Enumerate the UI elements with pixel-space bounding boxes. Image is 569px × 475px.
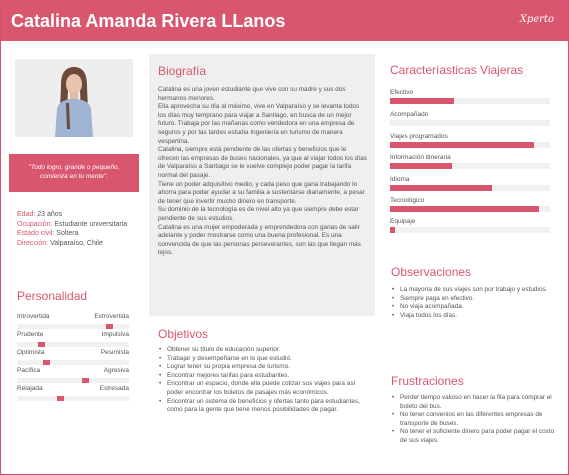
info-value: Soltera <box>54 230 79 237</box>
characteristic-label: Idioma <box>390 176 410 183</box>
characteristic-row <box>390 89 550 98</box>
trait-track <box>17 396 129 401</box>
quote-box <box>9 154 139 192</box>
objectives-title: Objetivos <box>158 327 209 341</box>
trait-knob <box>106 324 113 329</box>
info-label: Estado civil: <box>17 230 55 237</box>
characteristic-track <box>390 206 550 212</box>
biography-paragraph: Tiene un poder adquisitivo medio, y cada peso que gana trabajando lo ahorra para poder ayudar a su familia a sustentarse diariamente, a pesar de tener que invertir mucho dinero en transporte. <box>158 180 365 205</box>
trait-left-label: Prudente <box>17 331 44 338</box>
biography-title: Biografía <box>158 64 207 78</box>
observations-title: Observaciones <box>391 265 472 279</box>
persona-info <box>17 210 137 248</box>
characteristic-fill <box>390 227 395 233</box>
characteristic-fill <box>390 185 492 191</box>
characteristic-row <box>390 154 550 163</box>
characteristic-label: Acompañado <box>390 111 429 118</box>
list-item: • Trabajar y desempeñarse en lo que estudió. <box>158 355 373 364</box>
characteristic-track <box>390 227 550 233</box>
info-address <box>17 239 137 249</box>
info-label: Ocupación: <box>17 220 53 228</box>
info-value: Valparaíso, Chile <box>48 239 103 247</box>
biography-paragraph: Catalina es una joven estudiante que vive con su madre y sus dos hermanos menores. <box>158 86 346 102</box>
biography-paragraph: Ella aprovecha su día al máximo, vive en Valparaíso y se levanta todos los días muy temprano para viajar a Santiago, en busca de un mejor futuro. Trabaja por las mañanas como vendedora en una empresa de seguros y por las tardes estudia Ingeniería en turismo de manera vespertina. <box>158 103 360 145</box>
info-label: Edad: <box>17 211 36 218</box>
trait-track <box>17 324 129 329</box>
characteristic-label: Equipaje <box>390 218 416 225</box>
objectives-list <box>158 346 373 415</box>
trait-row <box>17 349 129 358</box>
trait-right-label: Impulsiva <box>101 331 129 338</box>
characteristic-label: Viajes programados <box>390 133 448 140</box>
characteristic-fill <box>390 142 534 148</box>
info-age <box>17 210 137 220</box>
characteristic-track <box>390 185 550 191</box>
characteristics-title: Caracteríasticas Viajeras <box>390 63 524 77</box>
trait-right-label: Agresiva <box>103 367 129 374</box>
trait-right-label: Extrovertida <box>94 313 129 320</box>
persona-photo <box>15 59 133 137</box>
characteristic-row <box>390 197 550 206</box>
brand-logo: Xperto <box>519 14 554 25</box>
list-item: • Viaja todos los días. <box>391 312 556 321</box>
characteristic-fill <box>390 206 539 212</box>
list-item: • Encontrar un sistema de beneficios y ofertas tanto para estudiantes, como para la gente que tiene menos posibilidades de pagar. <box>158 398 373 415</box>
info-label: Dirección: <box>17 239 49 247</box>
trait-knob <box>57 396 64 401</box>
list-item: • Siempre paga en efectivo. <box>391 295 556 304</box>
trait-row <box>17 313 129 322</box>
list-item: • Perder tiempo valioso en hacer la fila para comprar el boleto del bus. <box>391 394 556 411</box>
list-item: • Obtener su título de educación superior. <box>158 346 373 355</box>
list-item: • No tener convenios en las diferentes empresas de transporte de buses. <box>391 411 556 428</box>
info-occupation <box>17 220 137 230</box>
characteristic-row <box>390 111 550 120</box>
info-value: Estudiante universitaria <box>52 220 128 228</box>
characteristic-row <box>390 176 550 185</box>
characteristic-track <box>390 142 550 148</box>
trait-knob <box>82 378 89 383</box>
trait-row <box>17 385 129 394</box>
personality-title: Personalidad <box>17 289 88 303</box>
trait-knob <box>38 342 45 347</box>
trait-left-label: Pacífica <box>17 367 41 374</box>
characteristic-fill <box>390 163 452 169</box>
characteristic-track <box>390 120 550 126</box>
characteristic-label: Efectivo <box>390 89 414 96</box>
characteristic-label: Tecnológico <box>390 197 425 204</box>
header-bar <box>1 1 568 41</box>
list-item: • Encontrar mejores tarifas para estudiantes. <box>158 372 373 381</box>
frustrations-title: Frustraciones <box>391 374 464 388</box>
trait-track <box>17 342 129 347</box>
trait-right-label: Estresada <box>99 385 129 392</box>
quote-text: "Todo logro, grande o pequeño, comienza en tu mente". <box>28 164 120 180</box>
list-item: • No viaja acompañada. <box>391 303 556 312</box>
woman-portrait-icon <box>15 59 133 137</box>
characteristic-track <box>390 163 550 169</box>
biography-paragraph: Su dominio de la tecnología es de nivel alto ya que siempre debe estar pendiente de sus estudios. <box>158 206 359 222</box>
info-marital-status <box>17 229 137 239</box>
trait-knob <box>43 360 50 365</box>
trait-track <box>17 360 129 365</box>
observations-list <box>391 286 556 320</box>
trait-left-label: Introvertida <box>17 313 50 320</box>
trait-right-label: Pesimista <box>100 349 129 356</box>
biography-paragraph: Catalina, siempre está pendiente de las ofertas y beneficios que le ofrecen las empresas de buses nacionales, ya que al viajar todos los días de Valparaíso a Santiago se le vuelve complejo poder pagar la tarifa normal del pasaje. <box>158 146 367 179</box>
characteristic-row <box>390 218 550 227</box>
trait-row <box>17 367 129 376</box>
characteristic-label: Información itineraria <box>390 154 451 161</box>
characteristic-row <box>390 133 550 142</box>
characteristic-track <box>390 98 550 104</box>
trait-row <box>17 331 129 340</box>
list-item: • Encontrar un espacio, donde ella puede cotizar sus viajes para así poder encontrar los boletos de pasajes más económicos. <box>158 380 373 397</box>
biography-text <box>158 86 368 258</box>
frustrations-list <box>391 394 556 446</box>
persona-name: Catalina Amanda Rivera LLanos <box>11 11 286 31</box>
list-item: • Lograr tener su propia empresa de turismo. <box>158 363 373 372</box>
biography-paragraph: Catalina es una mujer empoderada y emprendedora con ganas de salir adelante y poder mostrarse como una buena profesional. Es una convencida de que las personas perseverantes, son las que llegan más lejos. <box>158 223 361 257</box>
list-item: • No tener el suficiente dinero para poder pagar el costo de sus viajes. <box>391 428 556 445</box>
trait-track <box>17 378 129 383</box>
info-value: 23 años <box>35 211 63 218</box>
trait-left-label: Relajada <box>17 385 43 392</box>
list-item: • La mayoría de sus viajes son por trabajo y estudios. <box>391 286 556 295</box>
characteristic-fill <box>390 98 454 104</box>
trait-left-label: Optimista <box>17 349 45 356</box>
